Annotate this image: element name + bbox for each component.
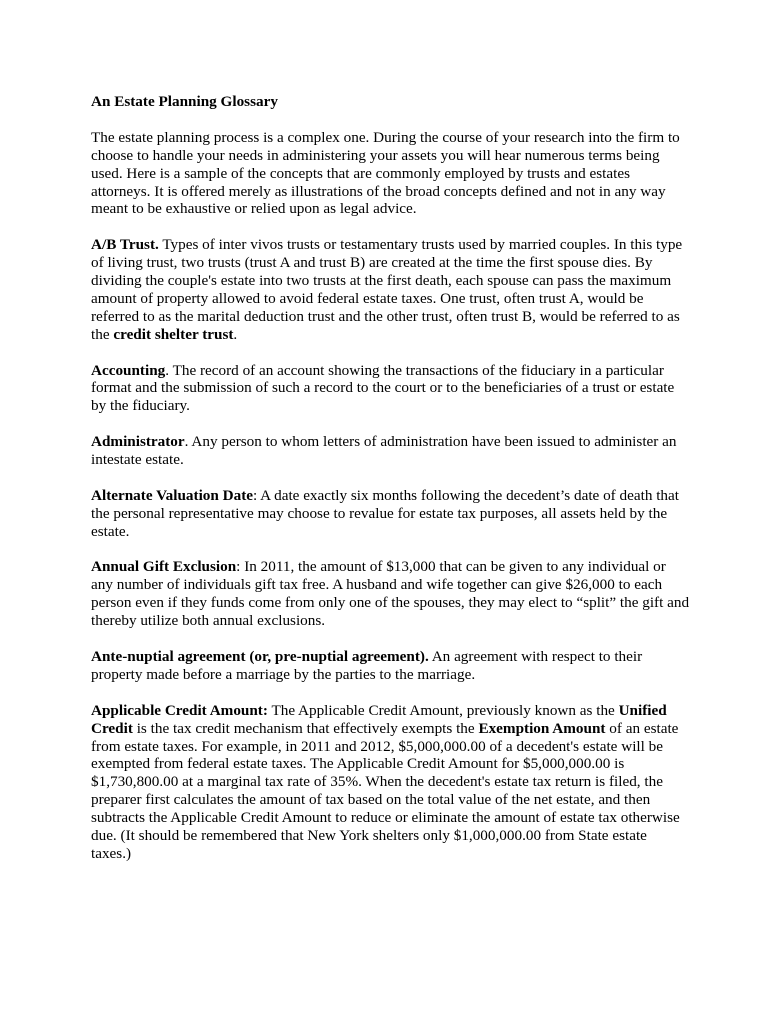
entry-term: Accounting	[91, 361, 166, 379]
entry-term: Administrator	[91, 433, 185, 451]
entry-text: .	[233, 325, 238, 343]
entry-term: A/B Trust.	[91, 236, 159, 254]
entry-text: : In 2011, the amount of $13,000 that can be given to any individual or any number of individuals gift tax free. A husband and wife together can give $26,000 to each person even if they funds come from only one of the spouses, they may elect to “split” the gift and thereby utilize both annual exclusions.	[91, 558, 690, 630]
entry-bold-phrase: Exemption Amount	[478, 719, 606, 737]
entry-text: An agreement with respect to their property made before a marriage by the parties to the marriage.	[91, 647, 643, 683]
entry-administrator	[91, 433, 690, 469]
entry-annual-gift-exclusion	[91, 558, 690, 630]
entry-term: Alternate Valuation Date	[91, 486, 253, 504]
entry-text: . The record of an account showing the transactions of the fiduciary in a particular format and the submission of such a record to the court or to the beneficiaries of a trust or estate by the fiduciary.	[91, 361, 675, 415]
entry-bold-phrase: Unified Credit	[91, 701, 667, 737]
document-title: An Estate Planning Glossary	[91, 93, 278, 110]
entry-ab-trust	[91, 236, 690, 343]
entry-text: . Any person to whom letters of administration have been issued to administer an intestate estate.	[91, 433, 677, 469]
entry-alternate-valuation-date	[91, 487, 690, 541]
entry-term: Applicable Credit Amount:	[91, 701, 268, 719]
entry-text: is the tax credit mechanism that effectively exempts the	[132, 719, 479, 737]
entry-accounting	[91, 362, 690, 416]
entry-text: The Applicable Credit Amount, previously known as the	[267, 701, 619, 719]
intro-paragraph: The estate planning process is a complex one. During the course of your research into the firm to choose to handle your needs in administering your assets you will hear numerous terms being used. Here is a sample of the concepts that are commonly employed by trusts and estates attorneys. It is offered merely as illustrations of the broad concepts defined and not in any way meant to be exhaustive or relied upon as legal advice.	[91, 128, 680, 218]
entry-term: Ante-nuptial agreement (or, pre-nuptial agreement).	[91, 647, 429, 665]
entry-text: Types of inter vivos trusts or testamentary trusts used by married couples. In this type of living trust, two trusts (trust A and trust B) are created at the time the first spouse dies. By dividing the couple's estate into two trusts at the first death, each spouse can pass the maximum amount of property allowed to avoid federal estate taxes. One trust, often trust A, would be referred to as the marital deduction trust and the other trust, often trust B, would be referred to as the	[91, 236, 683, 343]
entry-ante-nuptial-agreement	[91, 648, 690, 684]
entry-text: : A date exactly six months following the decedent’s date of death that the personal representative may choose to revalue for estate tax purposes, all assets held by the estate.	[91, 486, 679, 540]
entry-term: Annual Gift Exclusion	[91, 558, 237, 576]
entry-bold-phrase: credit shelter trust	[113, 325, 234, 343]
entry-applicable-credit-amount	[91, 702, 690, 863]
entry-text: of an estate from estate taxes. For example, in 2011 and 2012, $5,000,000.00 of a decedent's estate will be exempted from federal estate taxes. The Applicable Credit Amount for $5,000,000.00 is $1,730,800.00 at a marginal tax rate of 35%. When the decedent's estate tax return is filed, the preparer first calculates the amount of tax based on the total value of the net estate, and then subtracts the Applicable Credit Amount to reduce or eliminate the amount of estate tax otherwise due. (It should be remembered that New York shelters only $1,000,000.00 from State estate taxes.)	[91, 719, 680, 862]
